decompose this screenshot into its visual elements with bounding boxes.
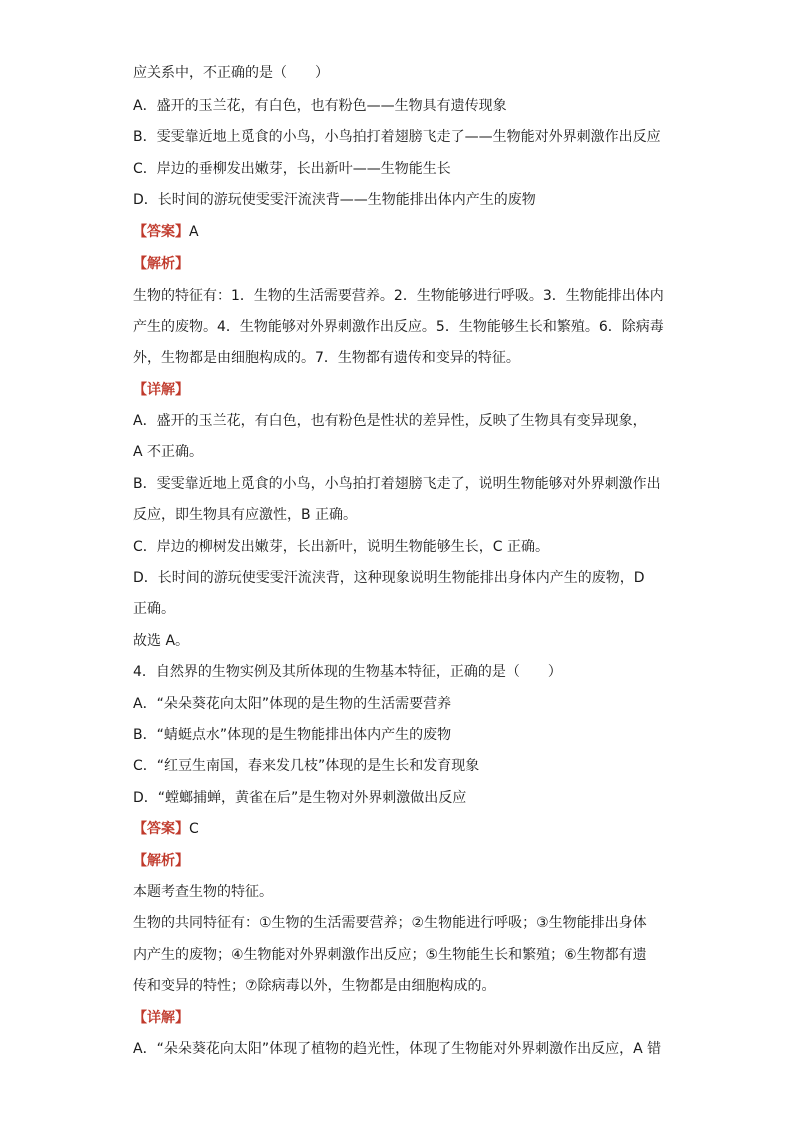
option-b: B．“蜻蜓点水”体现的是生物能排出体内产生的废物 xyxy=(133,727,452,743)
answer-value: C xyxy=(189,821,199,837)
analysis-text: 外，生物都是由细胞构成的。7．生物都有遗传和变异的特征。 xyxy=(133,350,520,366)
detail-text: C．岸边的柳树发出嫩芽，长出新叶，说明生物能够生长，C 正确。 xyxy=(133,539,549,555)
analysis-heading: 【解析】 xyxy=(133,256,189,272)
option-d: D．长时间的游玩使雯雯汗流浃背——生物能排出体内产生的废物 xyxy=(133,192,536,208)
option-a: A．盛开的玉兰花，有白色，也有粉色——生物具有遗传现象 xyxy=(133,98,507,114)
analysis-text: 传和变异的特性；⑦除病毒以外，生物都是由细胞构成的。 xyxy=(133,978,496,994)
detail-text: 反应，即生物具有应激性，B 正确。 xyxy=(133,507,358,523)
analysis-text: 本题考查生物的特征。 xyxy=(133,884,273,900)
detail-text: B．雯雯靠近地上觅食的小鸟，小鸟拍打着翅膀飞走了，说明生物能够对外界刺激作出 xyxy=(133,476,661,492)
detail-text: A．盛开的玉兰花，有白色，也有粉色是性状的差异性，反映了生物具有变异现象， xyxy=(133,413,647,429)
answer-tag: 【答案】 xyxy=(133,224,189,240)
question-stem-continued: 应关系中，不正确的是（ ） xyxy=(133,65,329,81)
analysis-text: 生物的特征有：1．生物的生活需要营养。2．生物能够进行呼吸。3．生物能排出体内 xyxy=(133,288,664,304)
question-4-stem: 4．自然界的生物实例及其所体现的生物基本特征，正确的是（ ） xyxy=(133,664,562,680)
option-c: C．岸边的垂柳发出嫩芽，长出新叶——生物能生长 xyxy=(133,161,451,177)
option-a: A．“朵朵葵花向太阳”体现的是生物的生活需要营养 xyxy=(133,696,452,712)
detail-text: D．长时间的游玩使雯雯汗流浃背，这种现象说明生物能排出身体内产生的废物，D xyxy=(133,570,645,586)
detail-heading: 【详解】 xyxy=(133,382,189,398)
analysis-text: 内产生的废物；④生物能对外界刺激作出反应；⑤生物能生长和繁殖；⑥生物都有遗 xyxy=(133,947,647,963)
detail-text: A 不正确。 xyxy=(133,444,204,460)
detail-text: A．“朵朵葵花向太阳”体现了植物的趋光性，体现了生物能对外界刺激作出反应，A 错 xyxy=(133,1041,662,1057)
analysis-text: 产生的废物。4．生物能够对外界刺激作出反应。5．生物能够生长和繁殖。6．除病毒 xyxy=(133,319,664,335)
option-d: D．“螳螂捕蝉，黄雀在后”是生物对外界刺激做出反应 xyxy=(133,790,467,806)
answer-line xyxy=(133,819,673,839)
detail-heading: 【详解】 xyxy=(133,1010,189,1026)
option-b: B．雯雯靠近地上觅食的小鸟，小鸟拍打着翅膀飞走了——生物能对外界刺激作出反应 xyxy=(133,129,661,145)
answer-tag: 【答案】 xyxy=(133,821,189,837)
analysis-text: 生物的共同特征有：①生物的生活需要营养；②生物能进行呼吸；③生物能排出身体 xyxy=(133,915,647,931)
answer-value: A xyxy=(189,224,199,240)
analysis-heading: 【解析】 xyxy=(133,853,189,869)
option-c: C．“红豆生南国，春来发几枝”体现的是生长和发育现象 xyxy=(133,758,480,774)
conclusion-text: 故选 A。 xyxy=(133,633,190,649)
detail-text: 正确。 xyxy=(133,601,175,617)
answer-line xyxy=(133,222,673,242)
